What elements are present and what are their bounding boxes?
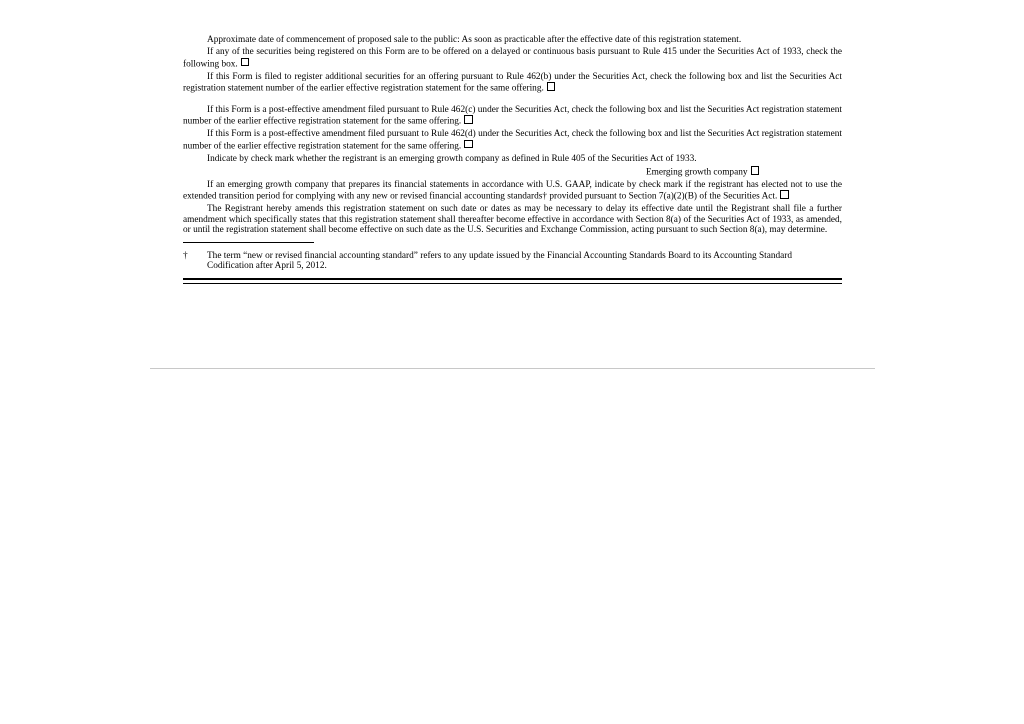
delaying-amendment-paragraph [183, 204, 842, 235]
footnote-text: The term “new or revised financial accounting standard” refers to any update issued by the Financial Accounting Standards Board to its Accounting Standard Codification after April 5, 2012. [207, 250, 793, 271]
rule-462d-checkbox[interactable] [464, 140, 473, 149]
emerging-growth-company-checkbox[interactable] [751, 166, 760, 175]
emerging-growth-company-line [183, 166, 842, 178]
emerging-growth-company-label: Emerging growth company [645, 167, 748, 178]
rule-462c-text: If this Form is a post-effective amendment filed pursuant to Rule 462(c) under the Securities Act, check the following box and list the Securities Act registration statement number of the earlier effective registration statement for the same offering. [183, 105, 842, 127]
rule-462d-text: If this Form is a post-effective amendment filed pursuant to Rule 462(d) under the Securities Act, check the following box and list the Securities Act registration statement number of the earlier effective registration statement for the same offering. [183, 129, 842, 152]
delaying-amendment-text: The Registrant hereby amends this registration statement on such date or dates as may be necessary to delay its effective date until the Registrant shall file a further amendment which specifically states that this registration statement shall thereafter become effective in accordance with Section 8(a) of the Securities Act of 1933, as amended, or until the registration statement shall become effective on such date as the U.S. Securities and Exchange Commission, acting pursuant to such Section 8(a), may determine. [183, 204, 842, 236]
rule-415-paragraph [183, 47, 842, 69]
transition-period-checkbox[interactable] [780, 190, 789, 199]
emerging-growth-indicator-text: Indicate by check mark whether the registrant is an emerging growth company as defined in Rule 405 of the Securities Act of 1933. [207, 153, 697, 164]
page-break-line [150, 368, 875, 369]
commencement-date-paragraph [183, 35, 842, 45]
end-double-rule [183, 278, 842, 284]
emerging-growth-indicator-paragraph [183, 154, 842, 164]
rule-462b-text: If this Form is filed to register additional securities for an offering pursuant to Rule 462(b) under the Securities Act, check the following box and list the Securities Act registration statement number of the earlier effective registration statement for the same offering. [183, 71, 842, 94]
rule-415-checkbox[interactable] [241, 58, 250, 67]
registration-statement-cover-text [183, 35, 842, 284]
footnote-separator [183, 242, 314, 243]
rule-462b-paragraph [183, 72, 842, 94]
transition-period-paragraph [183, 180, 842, 202]
rule-415-text: If any of the securities being registered on this Form are to be offered on a delayed or continuous basis pursuant to Rule 415 under the Securities Act of 1933, check the following box. [183, 47, 842, 70]
footnote [183, 251, 842, 272]
rule-462c-paragraph [183, 105, 842, 127]
rule-462d-paragraph [183, 129, 842, 151]
footnote-dagger: † [183, 250, 188, 261]
rule-462b-checkbox[interactable] [547, 82, 556, 91]
commencement-date-text: Approximate date of commencement of proposed sale to the public: As soon as practicable after the effective date of this registration statement. [207, 35, 742, 45]
rule-462c-checkbox[interactable] [464, 115, 473, 124]
transition-period-text: If an emerging growth company that prepares its financial statements in accordance with U.S. GAAP, indicate by check mark if the registrant has elected not to use the extended transition period for complying with any new or revised financial accounting standards† provided pursuant to Section 7(a)(2)(B) of the Securities Act. [183, 179, 842, 202]
